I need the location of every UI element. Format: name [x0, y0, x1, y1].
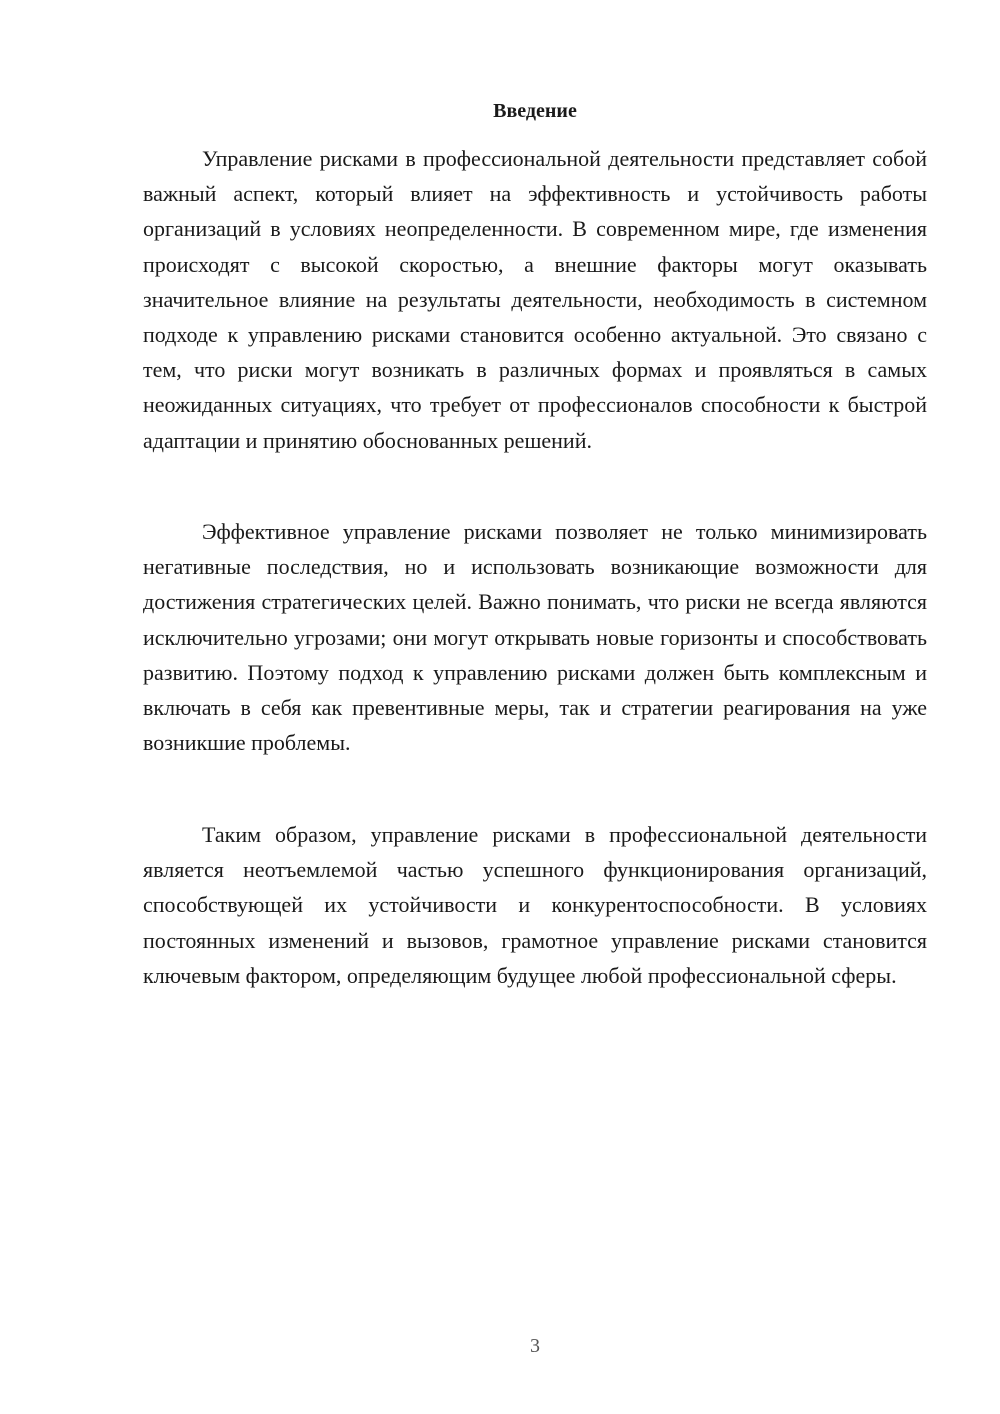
- paragraph-3: Таким образом, управление рисками в профессиональной деятельности является неотъемлемой частью успешного функционирования организаций, способствующей их устойчивости и конкурентоспособности. В условиях постоянных изменений и вызовов, грамотное управление рисками становится ключевым фактором, определяющим будущее любой профессиональной сферы.: [143, 822, 927, 988]
- page-number: 3: [530, 1335, 540, 1357]
- paragraph-2: Эффективное управление рисками позволяет не только минимизировать негативные последствия, но и использовать возникающие возможности для достижения стратегических целей. Важно понимать, что риски не всегда являются исключительно угрозами; они могут открывать новые горизонты и способствовать развитию. Поэтому подход к управлению рисками должен быть комплексным и включать в себя как превентивные меры, так и стратегии реагирования на уже возникшие проблемы.: [143, 519, 927, 756]
- paragraph-1: Управление рисками в профессиональной деятельности представляет собой важный аспект, который влияет на эффективность и устойчивость работы организаций в условиях неопределенности. В современном мире, где изменения происходят с высокой скоростью, а внешние факторы могут оказывать значительное влияние на результаты деятельности, необходимость в системном подходе к управлению рисками становится особенно актуальной. Это связано с тем, что риски могут возникать в различных формах и проявляться в самых неожиданных ситуациях, что требует от профессионалов способности к быстрой адаптации и принятию обоснованных решений.: [143, 146, 927, 453]
- section-heading: Введение: [493, 100, 577, 122]
